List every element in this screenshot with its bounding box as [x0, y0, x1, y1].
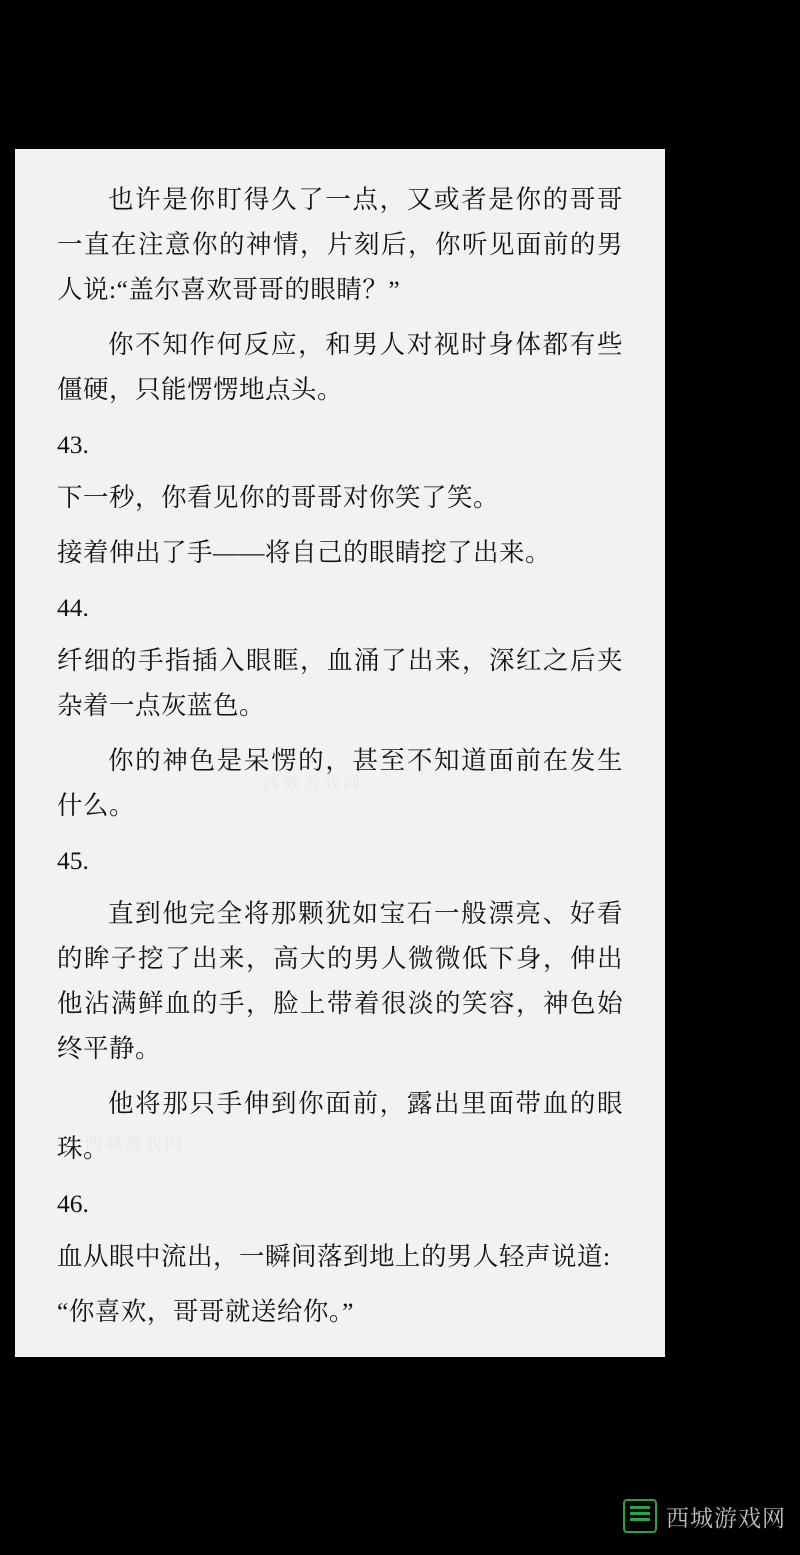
paragraph: 纤细的手指插入眼眶，血涌了出来，深红之后夹杂着一点灰蓝色。 [57, 646, 623, 720]
stacked-bars-logo-icon [623, 1499, 657, 1533]
paragraph: 你不知作何反应，和男人对视时身体都有些僵硬，只能愣愣地点头。 [57, 330, 623, 404]
paragraph: 你的神色是呆愣的，甚至不知道面前在发生什么。 [57, 746, 623, 820]
paragraph: “你喜欢，哥哥就送给你。” [57, 1297, 354, 1326]
site-watermark [623, 1499, 786, 1533]
section-number: 43. [57, 430, 89, 459]
section-number: 45. [57, 846, 89, 875]
paragraph: 接着伸出了手——将自己的眼睛挖了出来。 [57, 538, 552, 567]
paragraph: 血从眼中流出，一瞬间落到地上的男人轻声说道: [57, 1242, 611, 1271]
site-name-label: 西城游戏网 [666, 1504, 786, 1531]
reader-panel [15, 149, 665, 1357]
paragraph: 他将那只手伸到你面前，露出里面带血的眼珠。 [57, 1089, 623, 1163]
section-number: 44. [57, 593, 89, 622]
section-number: 46. [57, 1189, 89, 1218]
paragraph: 直到他完全将那颗犹如宝石一般漂亮、好看的眸子挖了出来，高大的男人微微低下身，伸出他沾满鲜血的手，脸上带着很淡的笑容，神色始终平静。 [57, 899, 623, 1063]
paragraph: 也许是你盯得久了一点，又或者是你的哥哥一直在注意你的神情，片刻后，你听见面前的男人说:“盖尔喜欢哥哥的眼睛？” [57, 185, 623, 304]
paragraph: 下一秒，你看见你的哥哥对你笑了笑。 [57, 483, 500, 512]
